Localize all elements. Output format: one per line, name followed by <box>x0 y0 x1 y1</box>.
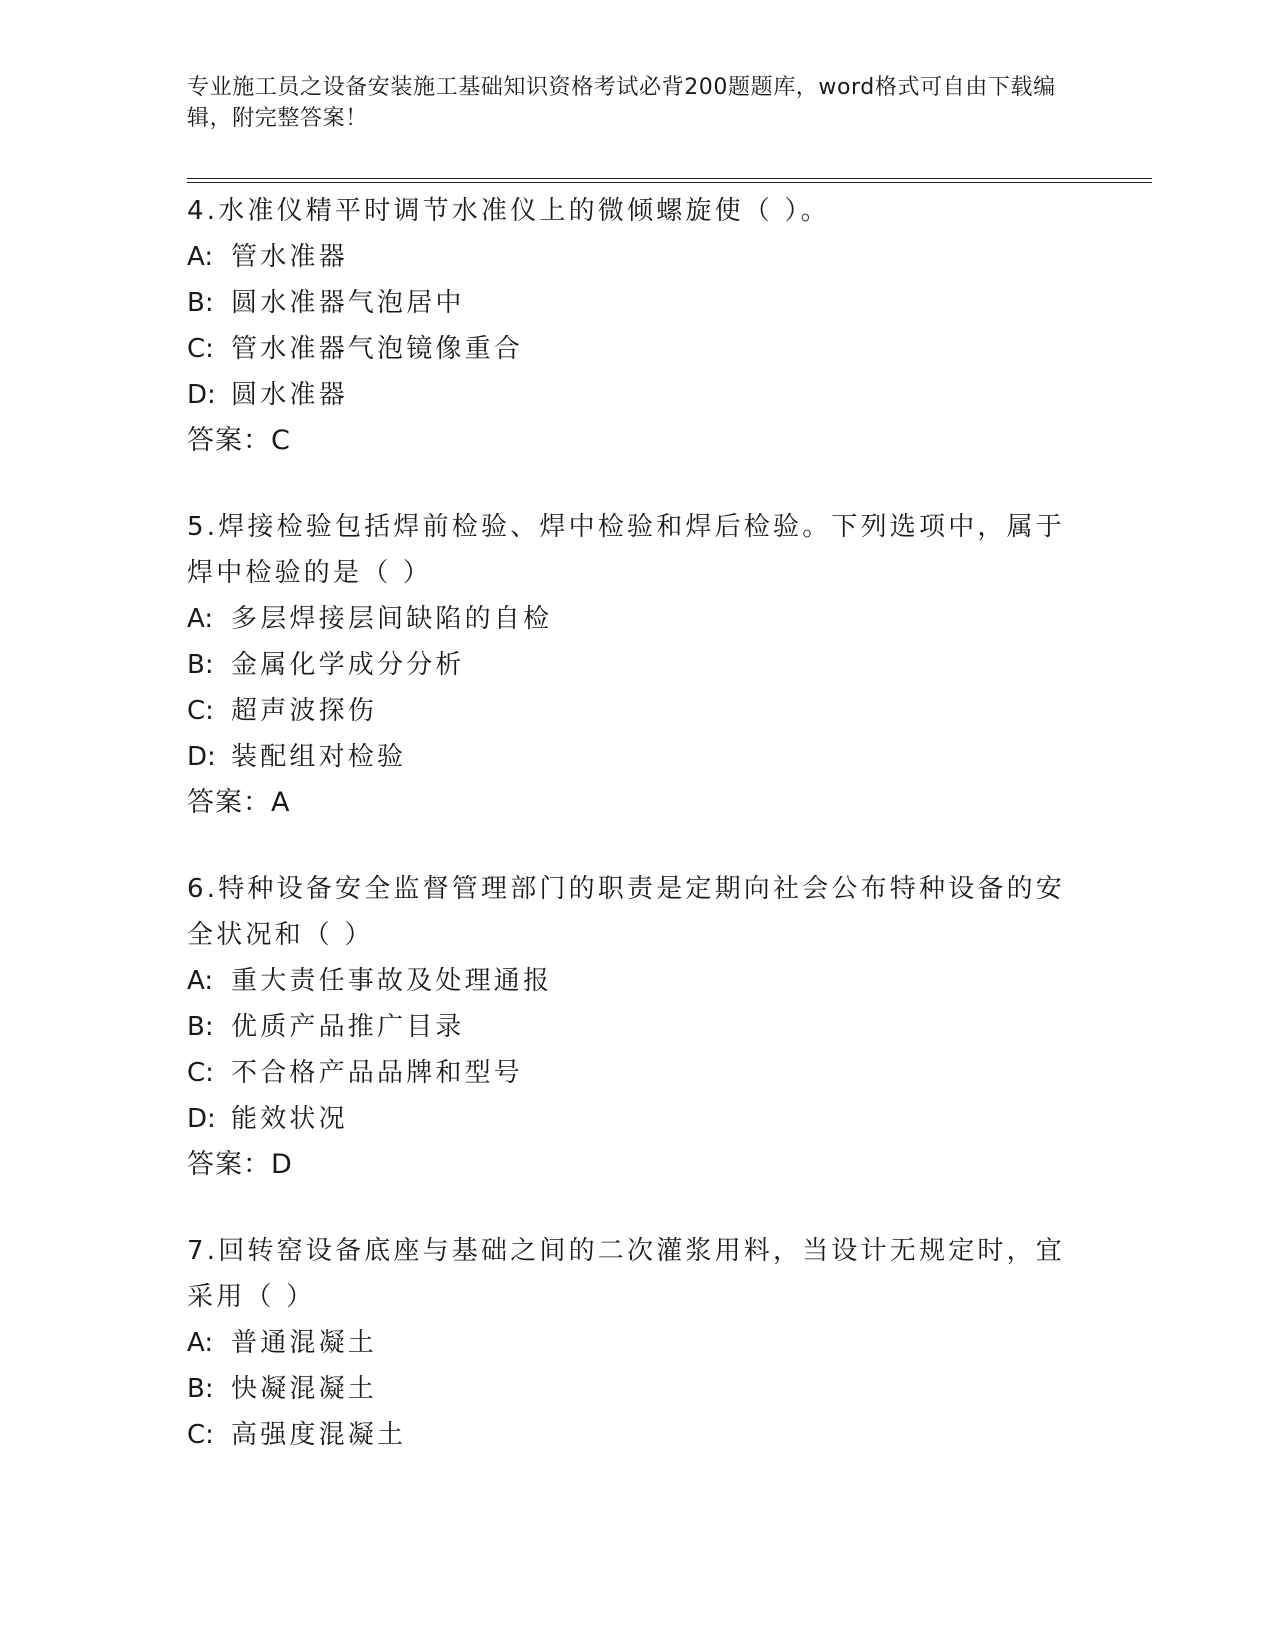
question-answer: 答案：D <box>187 1149 293 1180</box>
option-text: 快凝混凝土 <box>231 1374 378 1404</box>
option-key: A: <box>187 242 214 272</box>
option-d <box>187 734 1067 780</box>
option-text: 重大责任事故及处理通报 <box>231 966 553 996</box>
question-item <box>187 866 1067 1188</box>
option-key: A: <box>187 1328 214 1358</box>
option-text: 能效状况 <box>231 1104 348 1134</box>
option-text: 高强度混凝土 <box>231 1420 407 1450</box>
option-text: 圆水准器 <box>231 380 348 410</box>
option-text: 装配组对检验 <box>231 742 407 772</box>
header-divider-bottom <box>187 182 1152 183</box>
option-key: D: <box>187 1104 216 1134</box>
option-b <box>187 280 1067 326</box>
option-a <box>187 1320 1067 1366</box>
option-d <box>187 1096 1067 1142</box>
option-key: B: <box>187 1012 214 1042</box>
option-text: 管水准器 <box>231 242 348 272</box>
option-key: C: <box>187 334 214 364</box>
question-answer: 答案：C <box>187 425 291 456</box>
option-text: 不合格产品品牌和型号 <box>231 1058 524 1088</box>
option-text: 优质产品推广目录 <box>231 1012 465 1042</box>
option-text: 圆水准器气泡居中 <box>231 288 465 318</box>
option-key: A: <box>187 604 214 634</box>
question-stem: 6.特种设备安全监督管理部门的职责是定期向社会公布特种设备的安全状况和（ ） <box>187 874 1066 950</box>
question-list <box>187 188 1067 1498</box>
option-c <box>187 326 1067 372</box>
option-text: 多层焊接层间缺陷的自检 <box>231 604 553 634</box>
question-item <box>187 504 1067 826</box>
option-c <box>187 688 1067 734</box>
option-a <box>187 234 1067 280</box>
option-a <box>187 596 1067 642</box>
option-key: C: <box>187 696 214 726</box>
option-key: D: <box>187 742 216 772</box>
question-item <box>187 1228 1067 1458</box>
header-divider-top <box>187 178 1152 179</box>
option-key: A: <box>187 966 214 996</box>
option-b <box>187 1366 1067 1412</box>
question-stem: 4.水准仪精平时调节水准仪上的微倾螺旋使（ ）。 <box>187 196 830 226</box>
option-text: 金属化学成分分析 <box>231 650 465 680</box>
question-stem: 7.回转窑设备底座与基础之间的二次灌浆用料，当设计无规定时，宜采用（ ） <box>187 1236 1066 1312</box>
option-d <box>187 372 1067 418</box>
option-key: C: <box>187 1058 214 1088</box>
document-intro: 专业施工员之设备安装施工基础知识资格考试必背200题题库，word格式可自由下载编辑，附完整答案！ <box>187 75 1056 131</box>
option-text: 管水准器气泡镜像重合 <box>231 334 524 364</box>
option-key: B: <box>187 288 214 318</box>
question-answer: 答案：A <box>187 787 291 818</box>
option-key: D: <box>187 380 216 410</box>
option-text: 超声波探伤 <box>231 696 378 726</box>
option-key: B: <box>187 1374 214 1404</box>
question-item <box>187 188 1067 464</box>
option-c <box>187 1050 1067 1096</box>
option-text: 普通混凝土 <box>231 1328 378 1358</box>
option-b <box>187 642 1067 688</box>
question-stem: 5.焊接检验包括焊前检验、焊中检验和焊后检验。下列选项中，属于焊中检验的是（ ） <box>187 512 1066 588</box>
option-b <box>187 1004 1067 1050</box>
option-key: B: <box>187 650 214 680</box>
option-a <box>187 958 1067 1004</box>
option-c <box>187 1412 1067 1458</box>
option-key: C: <box>187 1420 214 1450</box>
